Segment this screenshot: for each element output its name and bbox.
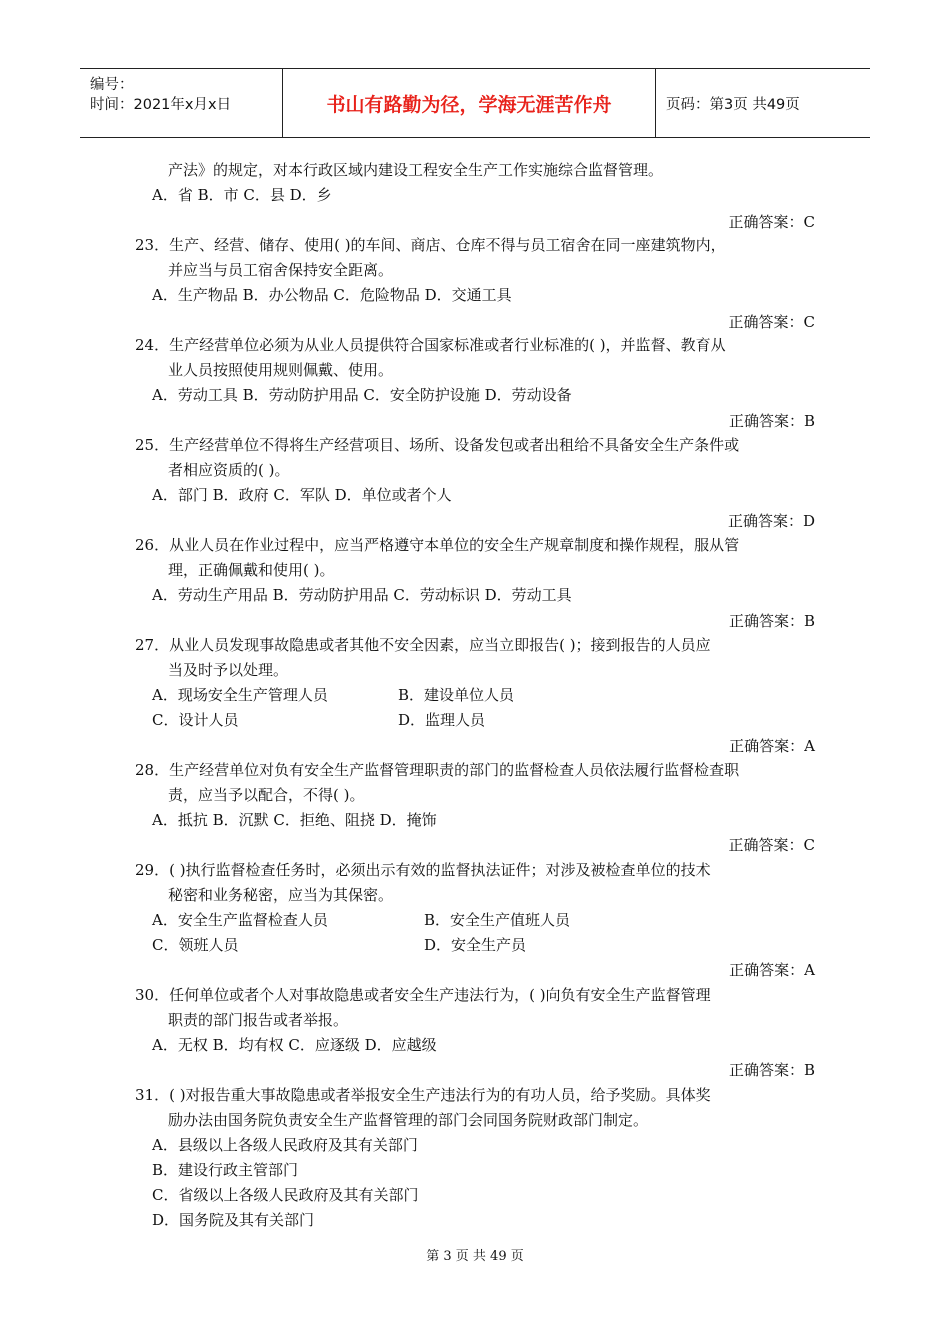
text-line: 26．从业人员在作业过程中，应当严格遵守本单位的安全生产规章制度和操作规程，服从管 [135,536,740,554]
text-line: 秘密和业务秘密，应当为其保密。 [168,886,394,904]
text-line: D．国务院及其有关部门 [152,1211,315,1229]
text-line: 职责的部门报告或者举报。 [168,1011,349,1029]
text-line: 业人员按照使用规则佩戴、使用。 [168,361,394,379]
text-line: A．省 B．市 C．县 D．乡 [152,186,332,204]
text-line: 23．生产、经营、储存、使用( )的车间、商店、仓库不得与员工宿舍在同一座建筑物内， [135,236,726,254]
text-line: 31．( )对报告重大事故隐患或者举报安全生产违法行为的有功人员，给予奖励。具体奖 [135,1086,711,1104]
text-line: 25．生产经营单位不得将生产经营项目、场所、设备发包或者出租给不具备安全生产条件或 [135,436,740,454]
text-line: 励办法由国务院负责安全生产监督管理的部门会同国务院财政部门制定。 [168,1111,649,1129]
text-line: 理，正确佩戴和使用( )。 [168,561,335,579]
time-label: 时间：2021年x月x日 [90,97,232,113]
text-line: A．劳动工具 B．劳动防护用品 C．安全防护设施 D．劳动设备 [152,386,572,404]
motto: 书山有路勤为径，学海无涯苦作舟 [283,69,656,137]
correct-answer: 正确答案：C [728,213,815,231]
correct-answer: 正确答案：B [728,612,815,630]
text-line: 当及时予以处理。 [168,661,289,679]
text-line: B．安全生产值班人员 [424,911,571,929]
text-line: 者相应资质的( )。 [168,461,290,479]
page-footer: 第 3 页 共 49 页 [426,1249,524,1264]
text-line: 并应当与员工宿舍保持安全距离。 [168,261,394,279]
text-line: A．劳动生产用品 B．劳动防护用品 C．劳动标识 D．劳动工具 [152,586,572,604]
correct-answer: 正确答案：A [729,737,815,755]
text-line: A．部门 B．政府 C．军队 D．单位或者个人 [152,486,452,504]
text-line: 24．生产经营单位必须为从业人员提供符合国家标准或者行业标准的( )，并监督、教育从 [135,336,726,354]
correct-answer: 正确答案：C [728,313,815,331]
text-line: 29．( )执行监督检查任务时，必须出示有效的监督执法证件；对涉及被检查单位的技术 [135,861,711,879]
text-line: B．建设行政主管部门 [152,1161,299,1179]
correct-answer: 正确答案：C [728,836,815,854]
text-line: C．设计人员 [152,711,239,729]
text-line: A．生产物品 B．办公物品 C．危险物品 D．交通工具 [152,286,512,304]
text-line: A．县级以上各级人民政府及其有关部门 [152,1136,418,1154]
correct-answer: 正确答案：B [728,1061,815,1079]
page-header [80,68,870,138]
text-line: A．抵抗 B．沉默 C．拒绝、阻挠 D．掩饰 [152,811,437,829]
text-line: 27．从业人员发现事故隐患或者其他不安全因素，应当立即报告( )；接到报告的人员应 [135,636,711,654]
text-line: B．建设单位人员 [398,686,515,704]
header-left-cell [80,69,283,137]
text-line: A．无权 B．均有权 C．应逐级 D．应越级 [152,1036,437,1054]
text-line: 责，应当予以配合，不得( )。 [168,786,365,804]
text-line: A．现场安全生产管理人员 [152,686,328,704]
correct-answer: 正确答案：D [727,512,815,530]
number-label: 编号： [90,77,134,93]
text-line: D．监理人员 [398,711,486,729]
text-line: 产法》的规定，对本行政区域内建设工程安全生产工作实施综合监督管理。 [168,161,664,179]
text-line: 28．生产经营单位对负有安全生产监督管理职责的部门的监督检查人员依法履行监督检查职 [135,761,740,779]
text-line: C．省级以上各级人民政府及其有关部门 [152,1186,419,1204]
correct-answer: 正确答案：A [729,961,815,979]
text-line: D．安全生产员 [424,936,527,954]
correct-answer: 正确答案：B [728,412,815,430]
page-code: 页码：第3页 共49页 [666,96,800,113]
text-line: 30．任何单位或者个人对事故隐患或者安全生产违法行为，( )向负有安全生产监督管理 [135,986,711,1004]
text-line: A．安全生产监督检查人员 [152,911,328,929]
text-line: C．领班人员 [152,936,239,954]
